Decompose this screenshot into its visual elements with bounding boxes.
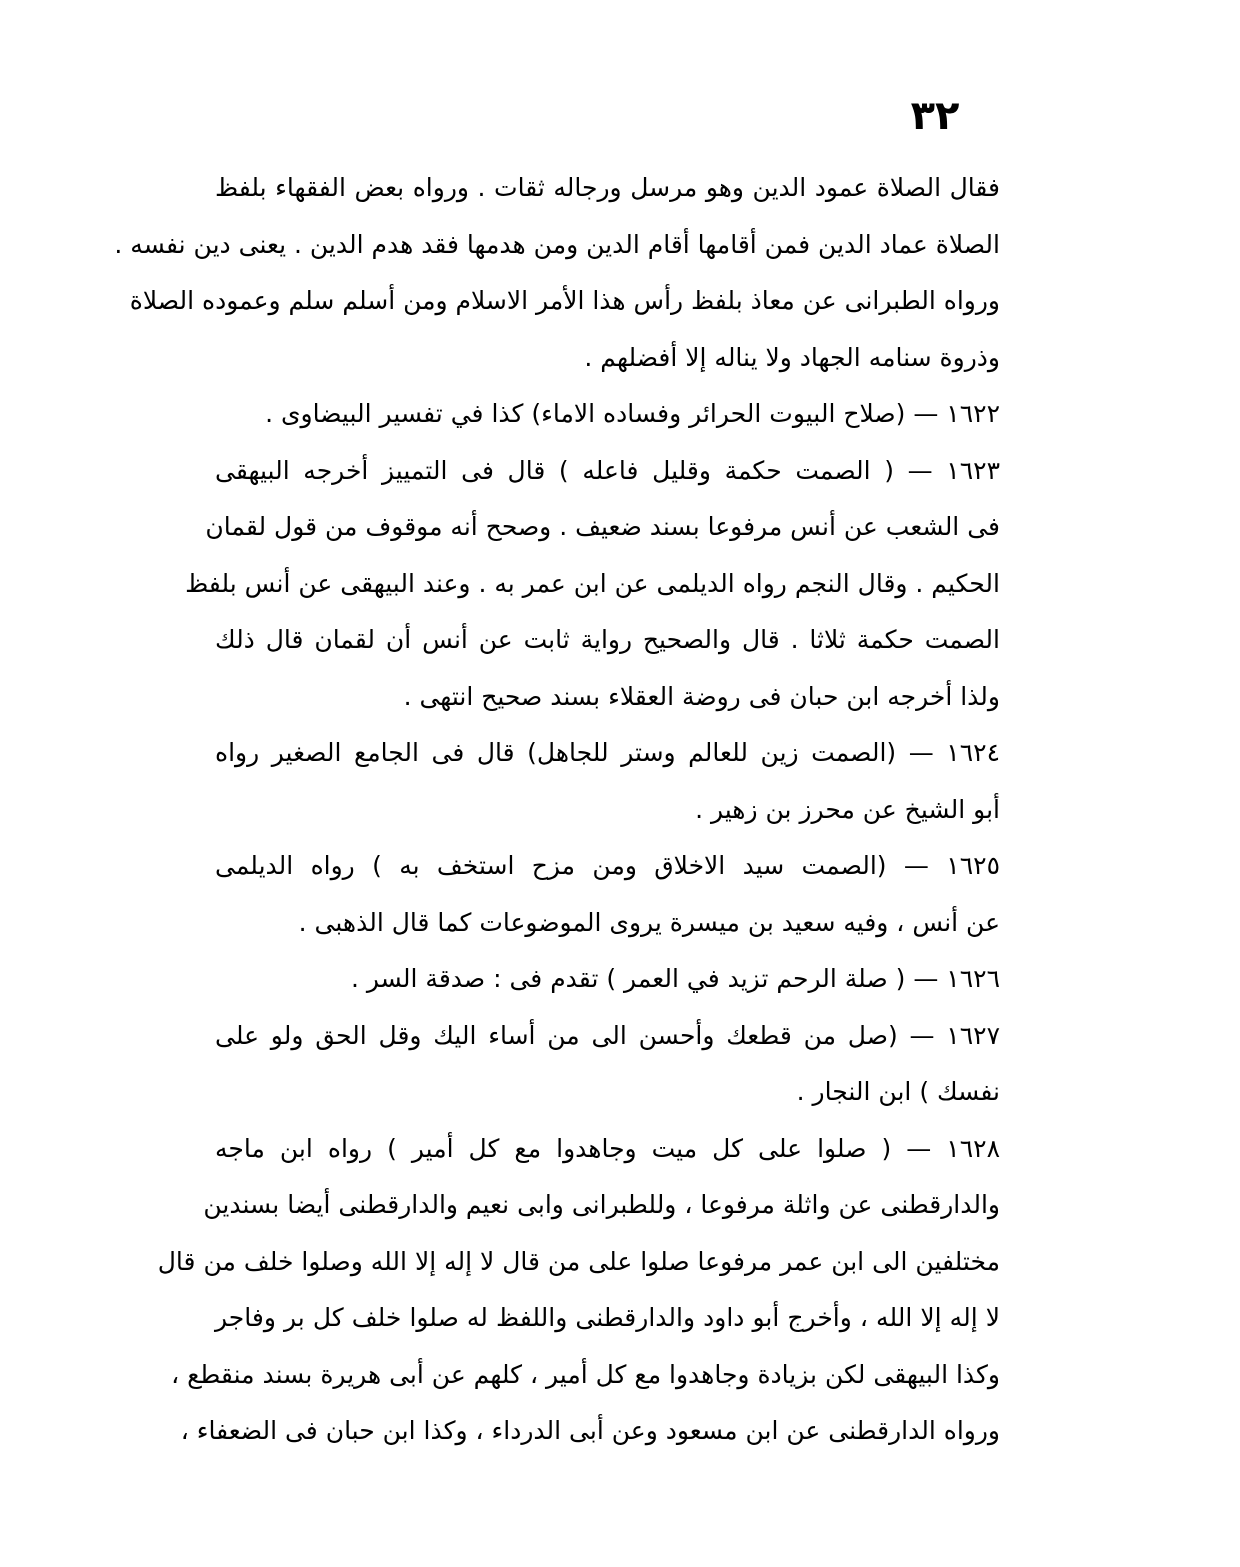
- entry-1627: ١٦٢٧ — (صل من قطعك وأحسن الى من أساء اليك وقل الحق ولو على: [215, 1020, 1000, 1050]
- entry-1628: ١٦٢٨ — ( صلوا على كل ميت وجاهدوا مع كل أمير ) رواه ابن ماجه: [215, 1133, 1000, 1163]
- entry-1622: ١٦٢٢ — (صلاح البيوت الحرائر وفساده الاماء) كذا في تفسير البيضاوى .: [265, 399, 1000, 428]
- text-line: لا إله إلا الله ، وأخرج أبو داود والدارقطنى واللفظ له صلوا خلف كل بر وفاجر: [215, 1303, 1000, 1332]
- body-text: [114, 160, 1000, 1460]
- text-line: عن أنس ، وفيه سعيد بن ميسرة يروى الموضوعات كما قال الذهبى .: [298, 907, 1000, 937]
- text-line: والدارقطنى عن واثلة مرفوعا ، وللطبرانى وابى نعيم والدارقطنى أيضا بسندين: [203, 1190, 1000, 1219]
- entry-1625: ١٦٢٥ — (الصمت سيد الاخلاق ومن مزح استخف به ) رواه الديلمى: [215, 851, 1000, 880]
- text-line: الصلاة عماد الدين فمن أقامها أقام الدين ومن هدمها فقد هدم الدين . يعنى دين نفسه .: [114, 229, 1000, 259]
- text-line: ولذا أخرجه ابن حبان فى روضة العقلاء بسند صحيح انتهى .: [403, 681, 1000, 711]
- entry-1624: ١٦٢٤ — (الصمت زين للعالم وستر للجاهل) قال فى الجامع الصغير رواه: [215, 738, 1000, 767]
- text-line: الصمت حكمة ثلاثا . قال والصحيح رواية ثابت عن أنس أن لقمان قال ذلك: [215, 625, 1000, 654]
- text-line: فقال الصلاة عمود الدين وهو مرسل ورجاله ثقات . ورواه بعض الفقهاء بلفظ: [215, 173, 1000, 202]
- text-line: ورواه الدارقطنى عن ابن مسعود وعن أبى الدرداء ، وكذا ابن حبان فى الضعفاء ،: [180, 1416, 1000, 1445]
- text-line: نفسك ) ابن النجار .: [796, 1077, 1000, 1106]
- entry-1623: ١٦٢٣ — ( الصمت حكمة وقليل فاعله ) قال فى التمييز أخرجه البيهقى: [215, 455, 1000, 485]
- text-line: أبو الشيخ عن محرز بن زهير .: [695, 794, 1000, 824]
- text-line: ورواه الطبرانى عن معاذ بلفظ رأس هذا الأمر الاسلام ومن أسلم سلم وعموده الصلاة: [129, 286, 1000, 315]
- text-line: الحكيم . وقال النجم رواه الديلمى عن ابن عمر به . وعند البيهقى عن أنس بلفظ: [185, 568, 1000, 598]
- page-number: ٣٢: [910, 93, 960, 139]
- text-line: وذروة سنامه الجهاد ولا يناله إلا أفضلهم .: [584, 342, 1000, 372]
- text-line: فى الشعب عن أنس مرفوعا بسند ضعيف . وصحح أنه موقوف من قول لقمان: [205, 512, 1000, 541]
- entry-1626: ١٦٢٦ — ( صلة الرحم تزيد في العمر ) تقدم فى : صدقة السر .: [350, 964, 1000, 993]
- text-line: مختلفين الى ابن عمر مرفوعا صلوا على من قال لا إله إلا الله وصلوا خلف من قال: [157, 1246, 1000, 1276]
- text-line: وكذا البيهقى لكن بزيادة وجاهدوا مع كل أمير ، كلهم عن أبى هريرة بسند منقطع ،: [171, 1359, 1000, 1389]
